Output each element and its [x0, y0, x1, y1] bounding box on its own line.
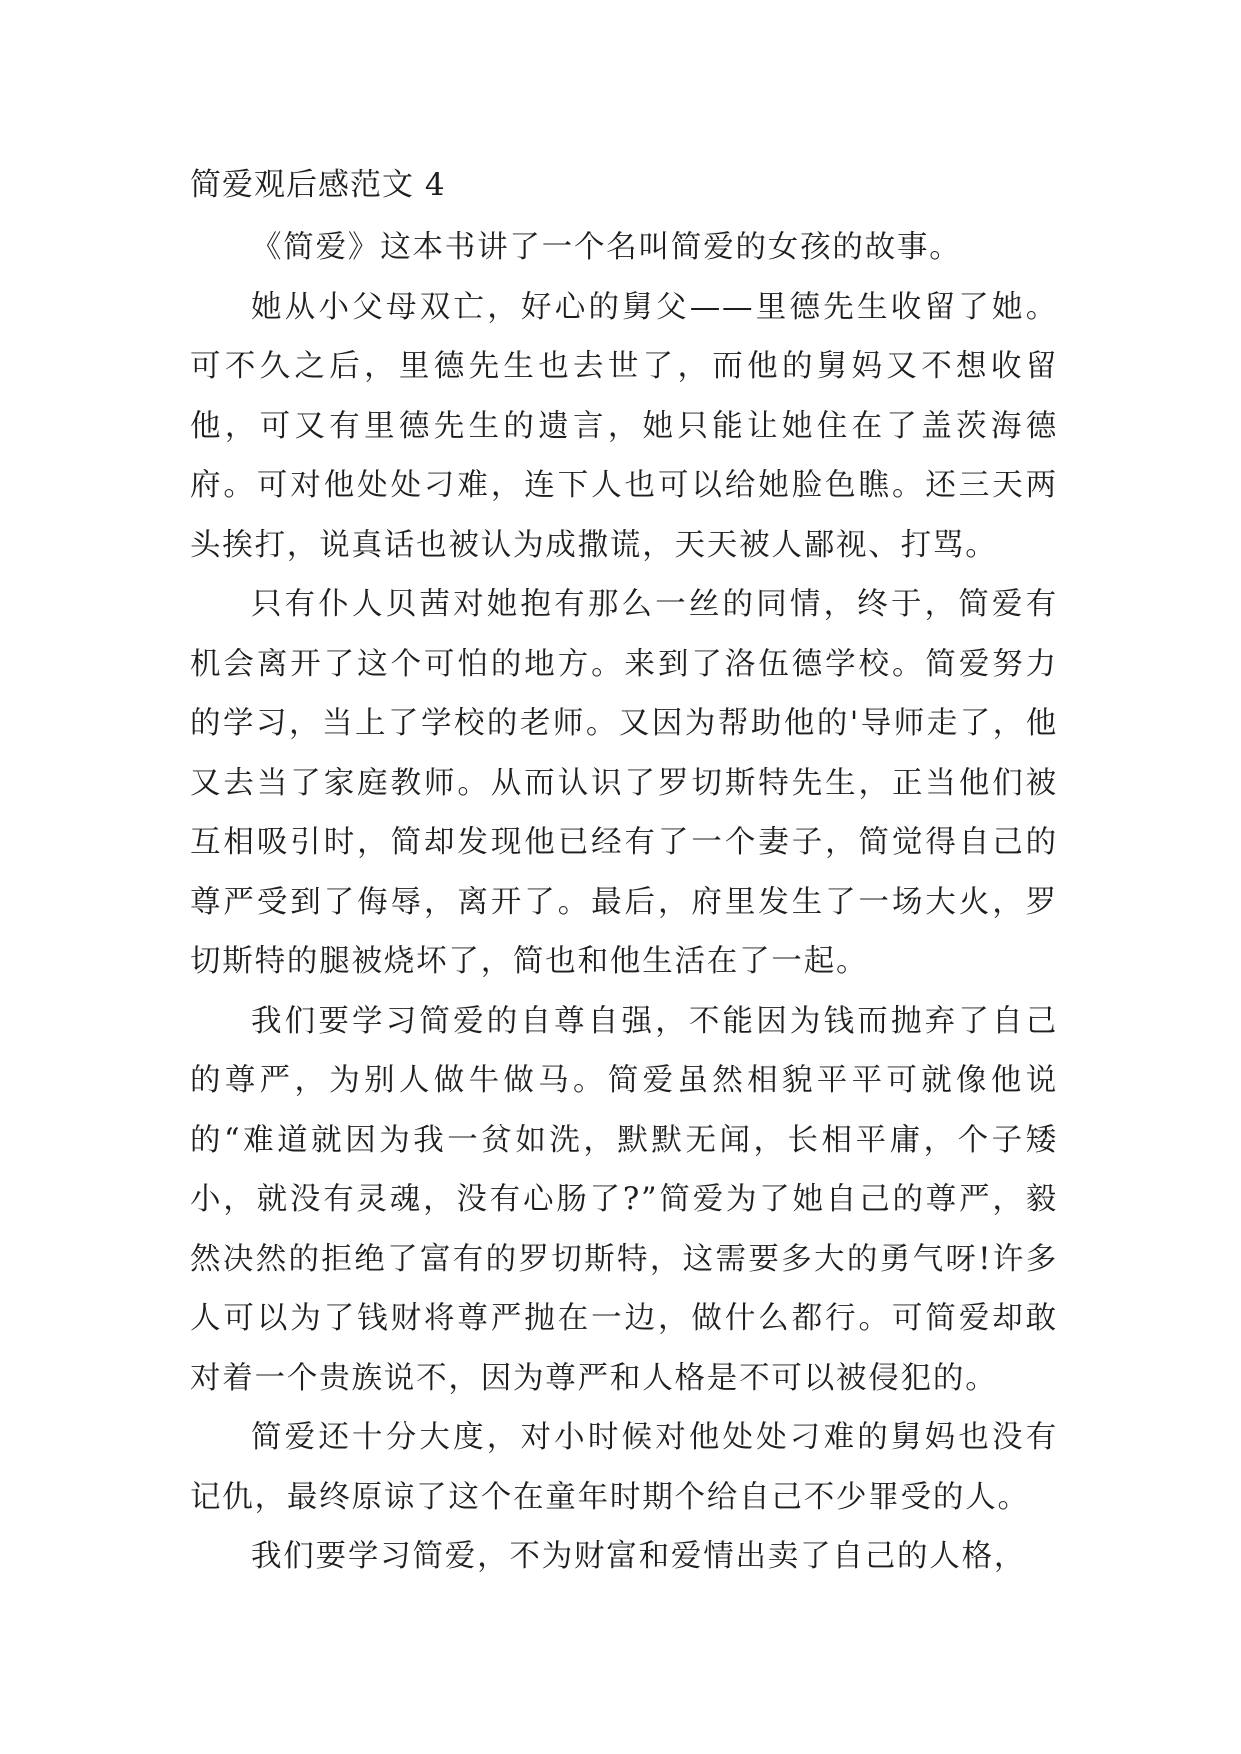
paragraph-forgiveness: 简爱还十分大度，对小时候对他处处刁难的舅妈也没有记仇，最终原谅了这个在童年时期个给自己不少罪受的人。 [190, 1420, 1058, 1515]
paragraph-intro: 《简爱》这本书讲了一个名叫简爱的女孩的故事。 [251, 230, 962, 265]
paragraph-story: 只有仆人贝茜对她抱有那么一丝的同情，终于，简爱有机会离开了这个可怕的地方。来到了洛伍德学校。简爱努力的学习，当上了学校的老师。又因为帮助他的'导师走了，他又去当了家庭教师。从而认识了罗切斯特先生，正当他们被互相吸引时，简却发现他已经有了一个妻子，简觉得自己的尊严受到了侮辱，离开了。最后，府里发生了一场大火，罗切斯特的腿被烧坏了，简也和他生活在了一起。 [190, 587, 1058, 979]
paragraph-conclusion: 我们要学习简爱，不为财富和爱情出卖了自己的人格， [251, 1539, 1027, 1574]
document-title: 简爱观后感范文 4 [190, 167, 446, 203]
paragraph-dignity: 我们要学习简爱的自尊自强，不能因为钱而抛弃了自己的尊严，为别人做牛做马。简爱虽然相貌平平可就像他说的“难道就因为我一贫如洗，默默无闻，长相平庸，个子矮小，就没有灵魂，没有心肠了?”简爱为了她自己的尊严，毅然决然的拒绝了富有的罗切斯特，这需要多大的勇气呀!许多人可以为了钱财将尊严抛在一边，做什么都行。可简爱却敢对着一个贵族说不，因为尊严和人格是不可以被侵犯的。 [190, 1003, 1058, 1396]
paragraph-childhood: 她从小父母双亡，好心的舅父——里德先生收留了她。可不久之后，里德先生也去世了，而他的舅妈又不想收留他，可又有里德先生的遗言，她只能让她住在了盖茨海德府。可对他处处刁难，连下人也可以给她脸色瞧。还三天两头挨打，说真话也被认为成撒谎，天天被人鄙视、打骂。 [190, 289, 1058, 563]
document-body [190, 160, 1058, 1587]
